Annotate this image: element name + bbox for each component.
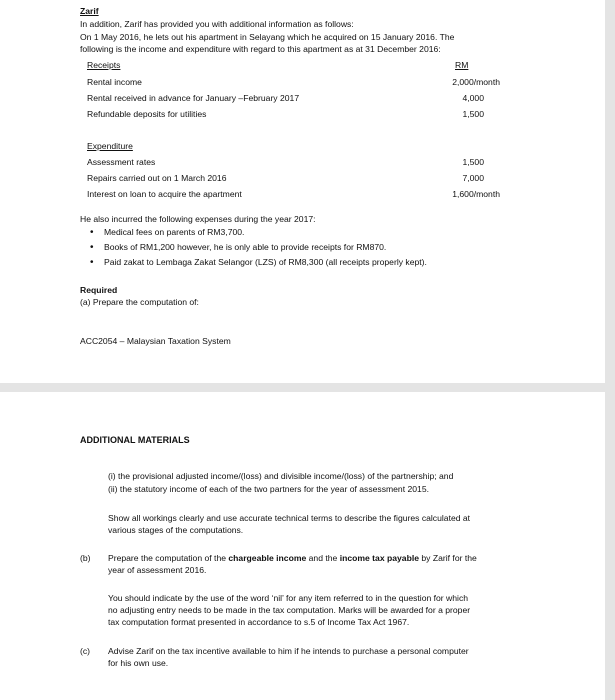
sub-item-i: (i) the provisional adjusted income/(loss) and divisible income/(loss) of the partnership; and [108, 471, 454, 481]
section-heading: Zarif [80, 6, 99, 16]
expense-item: • Medical fees on parents of RM3,700. [104, 227, 244, 238]
receipt-label: Rental income [87, 77, 142, 87]
part-b-label: (b) [80, 553, 91, 563]
part-b-text: and the [306, 553, 340, 563]
expenditure-label: Repairs carried out on 1 March 2016 [87, 173, 227, 183]
part-b-line [108, 553, 477, 564]
page-two [0, 392, 605, 700]
paragraph-line: On 1 May 2016, he lets out his apartment in Selayang which he acquired on 15 January 2016. The [80, 32, 455, 42]
instruction-line: Show all workings clearly and use accurate technical terms to describe the figures calculated at [108, 513, 471, 523]
nil-instruction-line: tax computation format presented in accordance to s.5 of Income Tax Act 1967. [108, 617, 410, 627]
part-c-line: for his own use. [108, 658, 169, 668]
part-b-text: Prepare the computation of the [108, 553, 229, 563]
part-c-label: (c) [80, 646, 91, 656]
expenditure-label: Assessment rates [87, 157, 156, 167]
instruction-line: various stages of the computations. [108, 525, 244, 535]
part-b-line: year of assessment 2016. [108, 565, 207, 575]
receipt-amount: 1,500 [462, 109, 484, 119]
intro-line: In addition, Zarif has provided you with additional information as follows: [80, 19, 354, 29]
nil-instruction-line: You should indicate by the use of the word ‘nil’ for any item referred to in the question for which [108, 593, 469, 603]
part-c-line: Advise Zarif on the tax incentive available to him if he intends to purchase a personal computer [108, 646, 469, 656]
expenditure-label: Interest on loan to acquire the apartment [87, 189, 242, 199]
currency-header: RM [455, 60, 469, 70]
expense-item: • Books of RM1,200 however, he is only able to provide receipts for RM870. [104, 242, 386, 253]
required-label: Required [80, 285, 118, 295]
receipt-label: Rental received in advance for January –February 2017 [87, 93, 300, 103]
page-footer: ACC2054 – Malaysian Taxation System [80, 336, 231, 346]
nil-instruction-line: no adjusting entry needs to be made in the tax computation. Marks will be awarded for a proper [108, 605, 471, 615]
expenditure-amount: 1,600/month [452, 189, 500, 199]
additional-materials-heading: ADDITIONAL MATERIALS [80, 435, 190, 445]
expense-item: • Paid zakat to Lembaga Zakat Selangor (LZS) of RM8,300 (all receipts properly kept). [104, 257, 427, 268]
chargeable-income-term: chargeable income [228, 553, 307, 563]
receipt-amount: 4,000 [462, 93, 484, 103]
required-part-a: (a) Prepare the computation of: [80, 297, 199, 307]
expenses-intro: He also incurred the following expenses during the year 2017: [80, 214, 316, 224]
sub-item-ii: (ii) the statutory income of each of the two partners for the year of assessment 2015. [108, 484, 429, 494]
paragraph-line: following is the income and expenditure with regard to this apartment as at 31 December 2016: [80, 44, 441, 54]
receipts-header: Receipts [87, 60, 121, 70]
expenditure-header: Expenditure [87, 141, 133, 151]
receipt-label: Refundable deposits for utilities [87, 109, 207, 119]
expenditure-amount: 7,000 [462, 173, 484, 183]
income-tax-payable-term: income tax payable [339, 553, 419, 563]
receipt-amount: 2,000/month [452, 77, 500, 87]
expenditure-amount: 1,500 [462, 157, 484, 167]
part-b-text: by Zarif for the [419, 553, 477, 563]
